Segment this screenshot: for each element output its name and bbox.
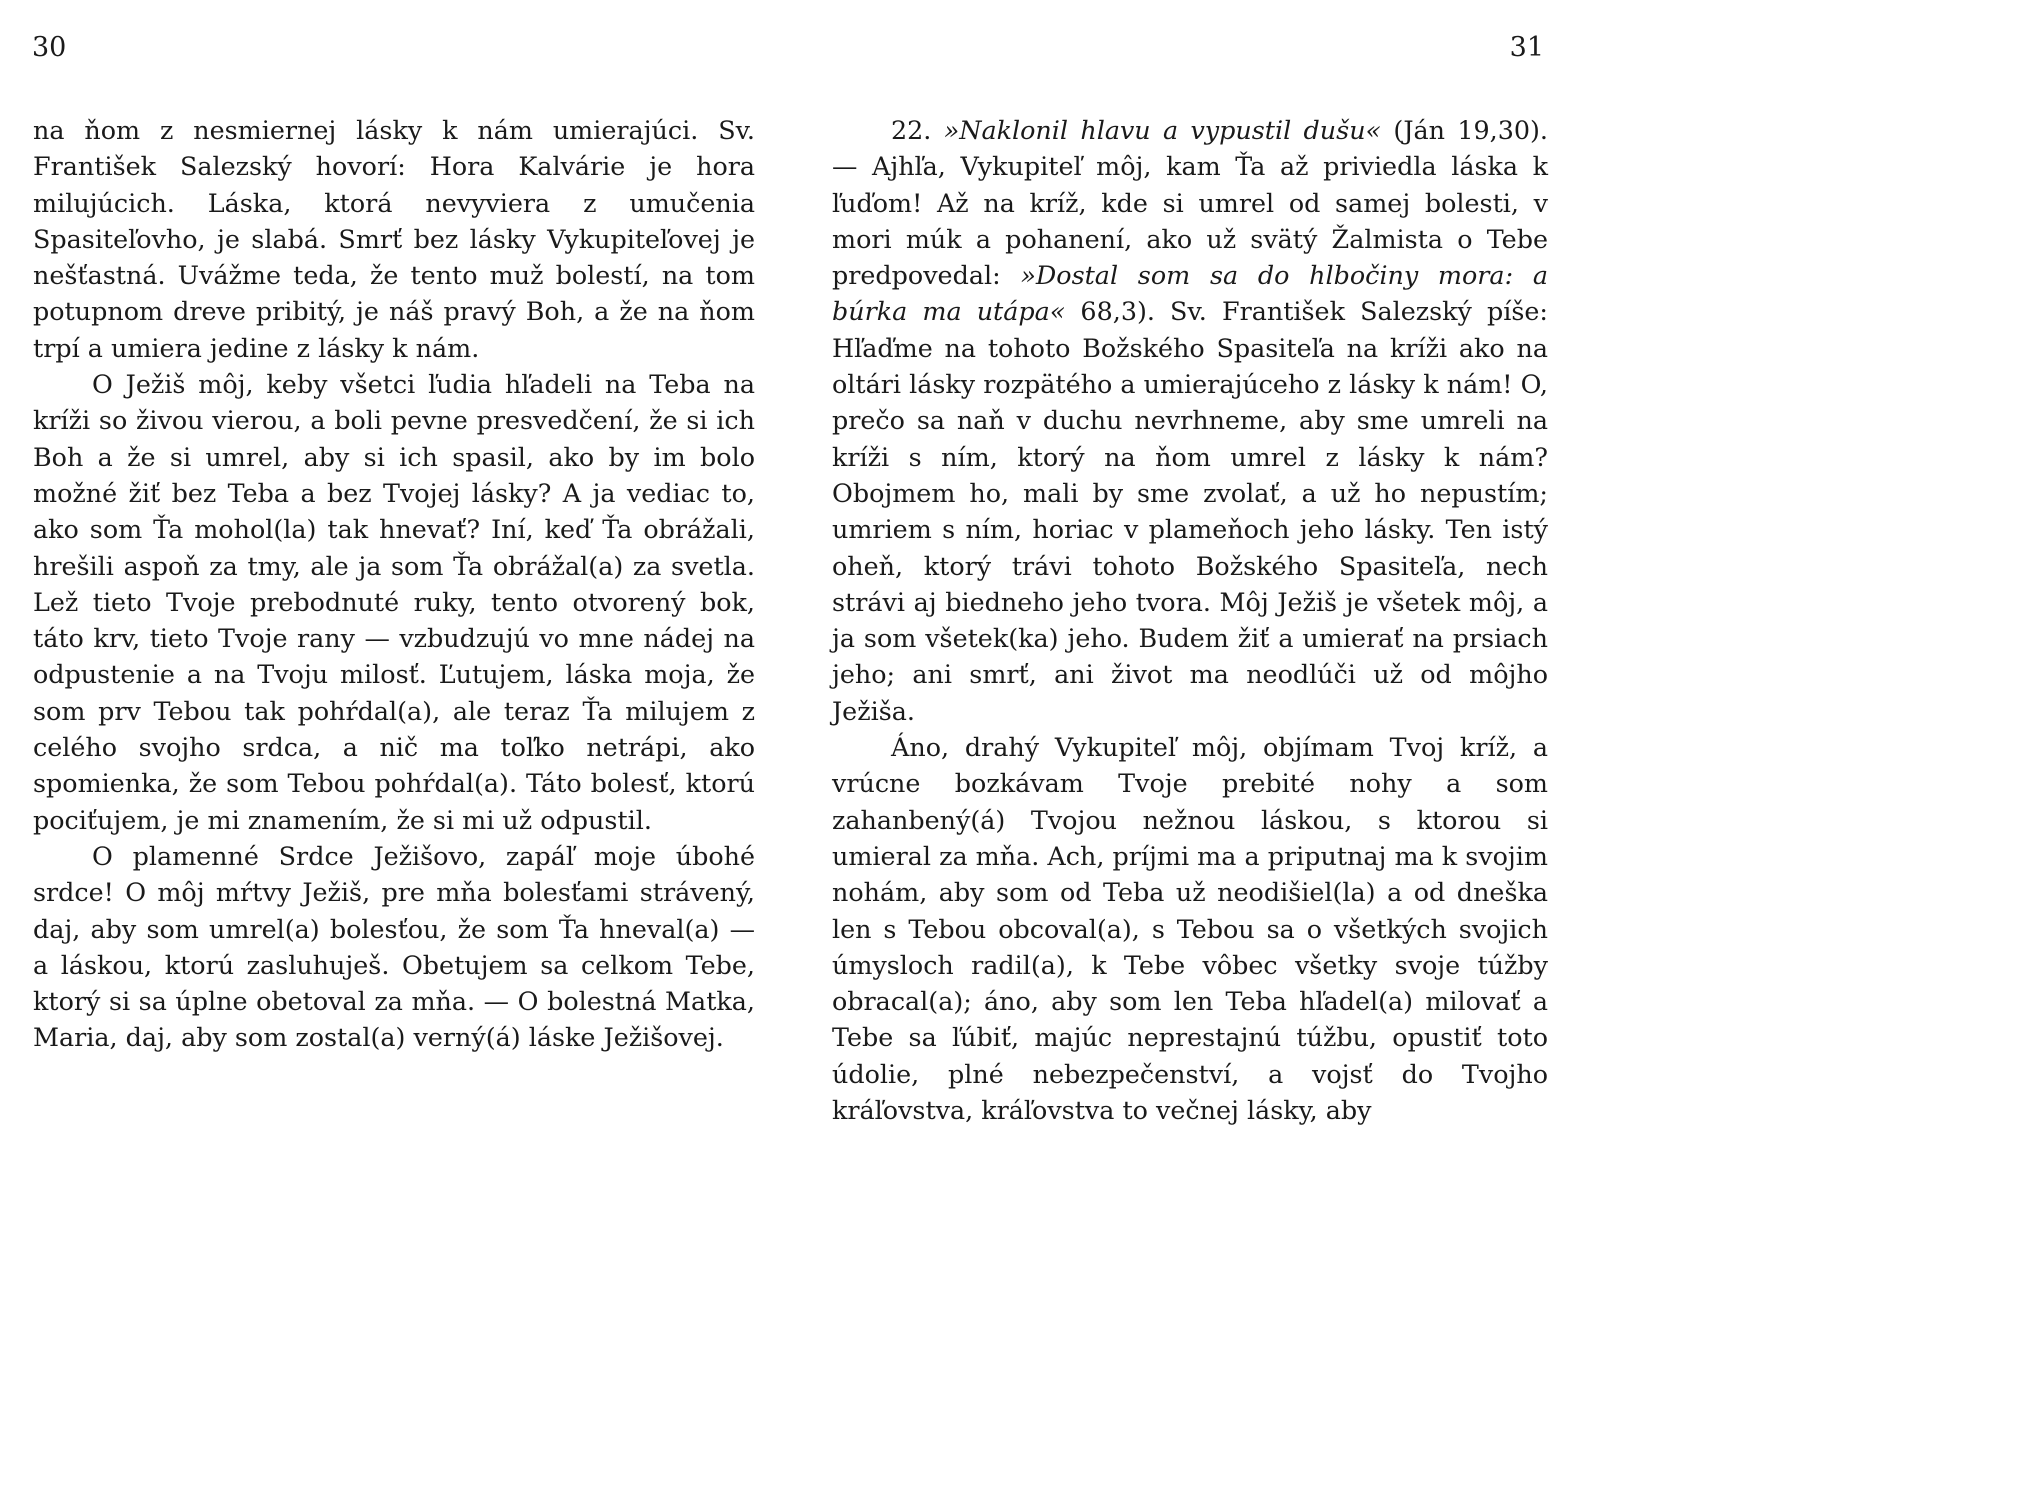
paragraph-22 [832,112,1548,729]
page-number-left: 30 [32,32,67,63]
paragraph-22-text-a: (Ján 19,30). — Ajhľa, Vykupiteľ môj, kam Ťa až priviedla láska k ľuďom! Až na kríž, kde si umrel od samej bolesti, v mori múk a pohanení, ako už svätý Žalmista o Tebe predpovedal: [832,115,1548,291]
section-number: 22. [891,115,932,145]
paragraph-1: na ňom z nesmiernej lásky k nám umierajúci. Sv. František Salezský hovorí: Hora Kalvárie je hora milujúcich. Láska, ktorá nevyviera z umučenia Spasiteľovho, je slabá. Smrť bez lásky Vykupiteľovej je nešťastná. Uvážme teda, že tento muž bolestí, na tom potupnom dreve pribitý, je náš pravý Boh, a že na ňom trpí a umiera jedine z lásky k nám. [33,115,755,363]
scripture-quote: »Naklonil hlavu a vypustil dušu« [943,115,1382,145]
page-number-right: 31 [1509,32,1544,63]
right-page [784,0,1568,1155]
left-page-text [33,112,755,1056]
left-page [0,0,784,1155]
paragraph-22-text-b: 68,3). Sv. František Salezský píše: Hľaďme na tohoto Božského Spasiteľa na kríži ako na oltári lásky rozpätého a umierajúceho z lásky k nám! O, prečo sa naň v duchu nevrhneme, aby sme umreli na kríži s ním, ktorý na ňom umrel z lásky k nám? Obojmem ho, mali by sme zvolať, a už ho nepustím; umriem s ním, horiac v plameňoch jeho lásky. Ten istý oheň, ktorý trávi tohoto Božského Spasiteľa, nech strávi aj biedneho jeho tvora. Môj Ježiš je všetek môj, a ja som všetek(ka) jeho. Budem žiť a umierať na prsiach jeho; ani smrť, ani život ma neodlúči už od môjho Ježiša. [832,296,1548,726]
paragraph-ano: Áno, drahý Vykupiteľ môj, objímam Tvoj kríž, a vrúcne bozkávam Tvoje prebité nohy a som zahanbený(á) Tvojou nežnou láskou, s ktorou si umieral za mňa. Ach, príjmi ma a priputnaj ma k svojim nohám, aby som od Teba už neodišiel(la) a od dneška len s Tebou obcoval(a), s Tebou sa o všetkých svojich úmysloch radil(a), k Tebe vôbec všetky svoje túžby obracal(a); áno, aby som len Teba hľadel(a) milovať a Tebe sa ľúbiť, majúc neprestajnú túžbu, opustiť toto údolie, plné nebezpečenství, a vojsť do Tvojho kráľovstva, kráľovstva to večnej lásky, aby [832,732,1548,1126]
right-page-text [832,112,1548,1128]
paragraph-2: O Ježiš môj, keby všetci ľudia hľadeli na Teba na kríži so živou vierou, a boli pevne presvedčení, že si ich Boh a že si umrel, aby si ich spasil, ako by im bolo možné žiť bez Teba a bez Tvojej lásky? A ja vediac to, ako som Ťa mohol(la) tak hnevať? Iní, keď Ťa obrážali, hrešili aspoň za tmy, ale ja som Ťa obrážal(a) za svetla. Lež tieto Tvoje prebodnuté ruky, tento otvorený bok, táto krv, tieto Tvoje rany — vzbudzujú vo mne nádej na odpustenie a na Tvoju milosť. Ľutujem, láska moja, že som prv Tebou tak pohŕdal(a), ale teraz Ťa milujem z celého svojho srdca, a nič ma toľko netrápi, ako spomienka, že som Tebou pohŕdal(a). Táto bolesť, ktorú pociťujem, je mi znamením, že si mi už odpustil. [33,369,755,835]
psalm-quote: »Dostal som sa do hlbočiny mora: a búrka ma utápa« [832,260,1548,327]
paragraph-3: O plamenné Srdce Ježišovo, zapáľ moje úbohé srdce! O môj mŕtvy Ježiš, pre mňa bolesťami strávený, daj, aby som umrel(a) bolesťou, že som Ťa hneval(a) — a láskou, ktorú zasluhuješ. Obetujem sa celkom Tebe, ktorý si sa úplne obetoval za mňa. — O bolestná Matka, Maria, daj, aby som zostal(a) verný(á) láske Ježišovej. [33,840,755,1053]
